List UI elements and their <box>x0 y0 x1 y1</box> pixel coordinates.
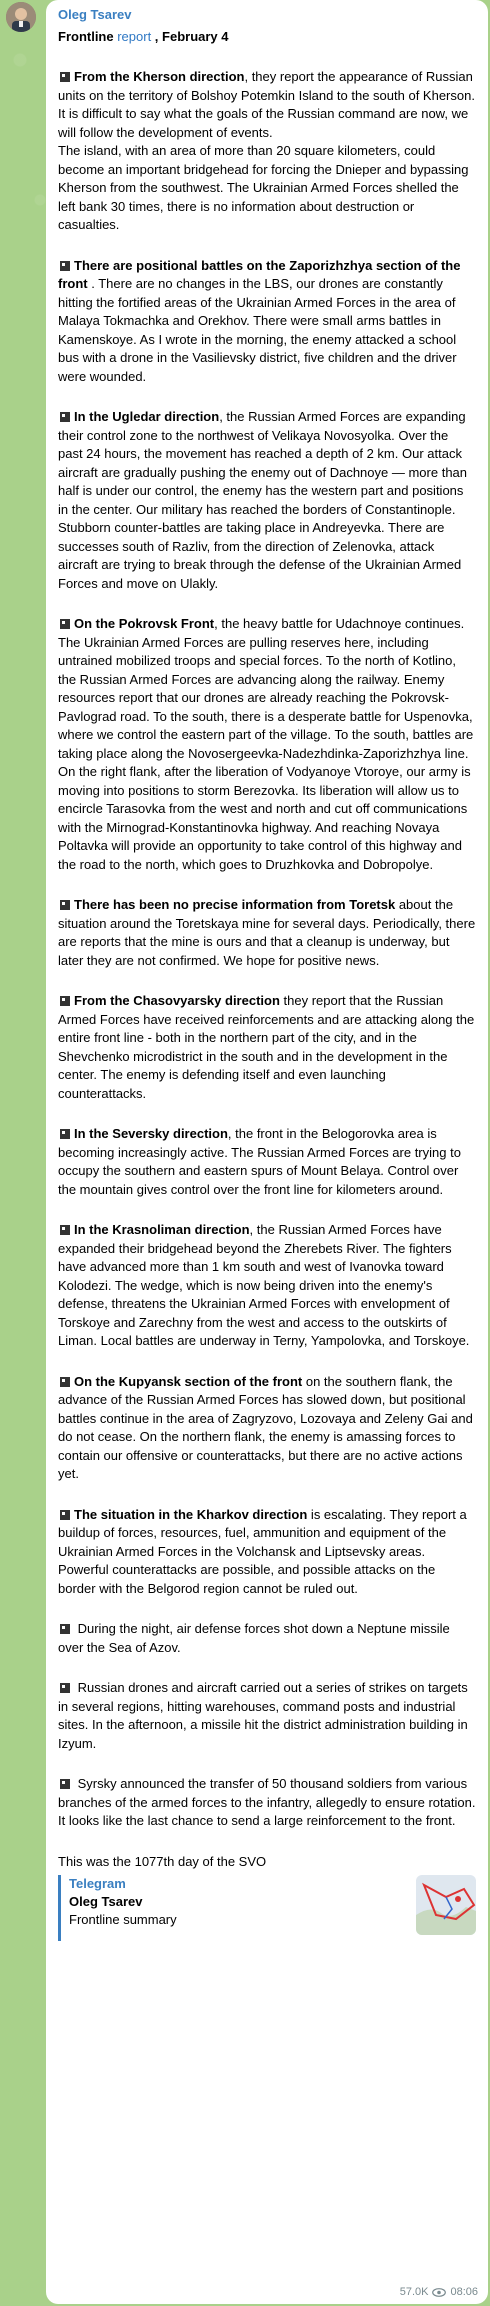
message-time: 08:06 <box>450 2286 478 2298</box>
report-paragraph <box>58 1506 476 1599</box>
bullet-square-icon <box>60 900 70 910</box>
headline-prefix: Frontline <box>58 29 118 44</box>
report-paragraph <box>58 1125 476 1199</box>
bullet-square-icon <box>60 412 70 422</box>
paragraph-text: , the front in the Belogorovka area is becoming increasingly active. The Russian Armed Forces are trying to occupy the southern and eastern spurs of Mount Belaya. Control over the mountain gives control over the front line for kilometers around. <box>58 1126 461 1197</box>
paragraph-heading: On the Kupyansk section of the front <box>74 1373 303 1389</box>
closing-line: This was the 1077th day of the SVO <box>58 1853 267 1869</box>
message-body <box>58 68 476 1831</box>
bullet-square-icon <box>60 619 70 629</box>
bullet-square-icon <box>60 1129 70 1139</box>
paragraph-text: , the heavy battle for Udachnoye continues. The Ukrainian Armed Forces are pulling reserves here, including untrained mobilized troops and special forces. To the north of Kotlino, the Russian Armed Forces are advancing along the railway. Enemy resources report that our drones are already reaching the Pokrovsk-Pavlograd road. To the south, there is a desperate battle for Uspenovka, where we control the eastern part of the village. To the south, battles are taking place along the Novosergeevka-Nadezhdinka-Zaporizhzhya line. On the right flank, after the liberation of Vodyanoye Vtoroye, our army is moving into positions to storm Berezovka. Its liberation will allow us to encircle Tarasovka from the west and north and cut off communications with the Mirnograd-Konstantinovka highway. And reaching Novaya Poltavka will provide an opportunity to take control of this highway and the road to the north, which goes to Druzhkovka and Dobropolye. <box>58 616 474 872</box>
bullet-square-icon <box>60 1779 70 1789</box>
headline-date: , February 4 <box>151 29 229 44</box>
paragraph-text: During the night, air defense forces shot down a Neptune missile over the Sea of Azov. <box>58 1621 450 1655</box>
report-paragraph <box>58 1620 476 1657</box>
paragraph-text: they report that the Russian Armed Forces have received reinforcements and are attacking along the entire front line - both in the northern part of the city, and in the Shevchenko microdistrict in the south and in the development in the center. The enemy is defending itself and even launching counterattacks. <box>58 993 475 1101</box>
message-bubble <box>46 0 488 2304</box>
report-paragraph <box>58 896 476 970</box>
bullet-square-icon <box>60 1683 70 1693</box>
message-author[interactable]: Oleg Tsarev <box>58 7 132 22</box>
bullet-square-icon <box>60 72 70 82</box>
bullet-square-icon <box>60 1225 70 1235</box>
author-avatar[interactable] <box>6 2 36 32</box>
paragraph-text: on the southern flank, the advance of the Russian Armed Forces has slowed down, but positional battles continue in the area of Zagryzovo, Lozovaya and Zeleny Gai and do not cease. On the northern flank, the enemy is amassing forces to contain our offensive or counterattacks, but there are no active actions yet. <box>58 1373 473 1481</box>
paragraph-text: . There are no changes in the LBS, our drones are constantly hitting the fortified areas of the Ukrainian Armed Forces in the area of Malaya Tokmachka and Orekhov. There were small arms battles in Kamenskoye. As I wrote in the morning, the enemy attacked a school bus with a drone in the Vasilievsky district, five children and the driver were wounded. <box>58 276 457 384</box>
preview-description: Frontline summary <box>69 1911 177 1927</box>
paragraph-heading: From the Chasovyarsky direction <box>74 993 280 1008</box>
paragraph-heading: From the Kherson direction <box>74 69 245 84</box>
paragraph-heading: There are positional battles on the Zaporizhzhya section of the front <box>58 257 461 291</box>
report-link[interactable]: report <box>117 29 152 44</box>
message-meta <box>400 2286 478 2298</box>
report-paragraph <box>58 615 476 874</box>
bullet-square-icon <box>60 1510 70 1520</box>
paragraph-text: about the situation around the Toretskaya mine for several days. Periodically, there are reports that the mine is ours and that a cleanup is underway, but later they are not confirmed. We hope for positive news. <box>58 897 476 968</box>
paragraph-heading: There has been no precise information from Toretsk <box>74 897 396 912</box>
bullet-square-icon <box>60 1377 70 1387</box>
avatar-image <box>6 2 36 32</box>
bullet-square-icon <box>60 1624 70 1634</box>
paragraph-heading: In the Ugledar direction <box>74 409 220 424</box>
paragraph-heading: On the Pokrovsk Front <box>74 616 215 631</box>
views-count: 57.0K <box>399 2286 429 2298</box>
preview-site-name: Telegram <box>69 1875 126 1891</box>
paragraph-text: Russian drones and aircraft carried out a series of strikes on targets in several regions, hitting warehouses, command posts and industrial sites. In the afternoon, a missile hit the district administration building in Izyum. <box>58 1680 468 1751</box>
paragraph-heading: In the Krasnoliman direction <box>74 1222 250 1237</box>
paragraph-text: is escalating. They report a buildup of forces, resources, fuel, ammunition and equipment of the Ukrainian Armed Forces in the Volchansk and Liptsevsky areas. Powerful counterattacks are possible, and possible attacks on the border with the Belgorod region cannot be ruled out. <box>58 1506 467 1596</box>
paragraph-text: , the Russian Armed Forces have expanded their bridgehead beyond the Zherebets River. The fighters have advanced more than 1 km south and west of Ivanovka toward Kolodezi. The wedge, which is now being driven into the enemy's defense, threatens the Ukrainian Armed Forces with envelopment of Torskoye and Zarechny from the west and access to the outskirts of Liman. Local battles are underway in Terny, Yampolovka, and Torskoye. <box>58 1222 470 1348</box>
preview-title: Oleg Tsarev <box>69 1893 143 1909</box>
paragraph-text: , the Russian Armed Forces are expanding their control zone to the northwest of Velikaya Novosyolka. Over the past 24 hours, the movement has reached a depth of 2 km. Our attack aircraft are gradually pushing the enemy out of Dachnoye — more than half is under our control, the enemy has the western part and positions in the center. Our military has reached the borders of Constantinople. Stubborn counter-battles are taking place in Andreyevka. There are successes south of Razliv, from the direction of Zelenovka, attack aircraft are trying to break through the defense of the Ukrainian Armed Forces and move on Ulakly. <box>58 409 468 591</box>
report-paragraph <box>58 1775 476 1831</box>
report-paragraph <box>58 1679 476 1753</box>
report-paragraph <box>58 1373 476 1484</box>
paragraph-heading: In the Seversky direction <box>74 1126 228 1141</box>
report-paragraph <box>58 1221 476 1351</box>
paragraph-text: , they report the appearance of Russian units on the territory of Bolshoy Potemkin Island to the south of Kherson. It is difficult to say what the goals of the Russian command are now, we will follow the development of events. <box>58 69 475 140</box>
eye-icon <box>432 2288 446 2297</box>
message-headline <box>58 28 476 46</box>
report-paragraph <box>58 257 476 387</box>
bullet-square-icon <box>60 261 70 271</box>
link-preview[interactable] <box>58 1875 476 1941</box>
bullet-square-icon <box>60 996 70 1006</box>
paragraph-text: Syrsky announced the transfer of 50 thousand soldiers from various branches of the armed forces to the infantry, allegedly to ensure rotation. It looks like the last chance to send a large reinforcement to the front. <box>58 1776 476 1828</box>
paragraph-heading: The situation in the Kharkov direction <box>74 1506 308 1522</box>
report-paragraph <box>58 408 476 593</box>
paragraph-extra-text: The island, with an area of more than 20 square kilometers, could become an important bridgehead for forcing the Dnieper and bypassing Kherson from the southwest. The Ukrainian Armed Forces shelled the left bank 30 times, there is no information about destruction or casualties. <box>58 143 469 232</box>
report-paragraph <box>58 992 476 1103</box>
preview-map-thumbnail <box>416 1875 476 1935</box>
report-paragraph <box>58 68 476 235</box>
